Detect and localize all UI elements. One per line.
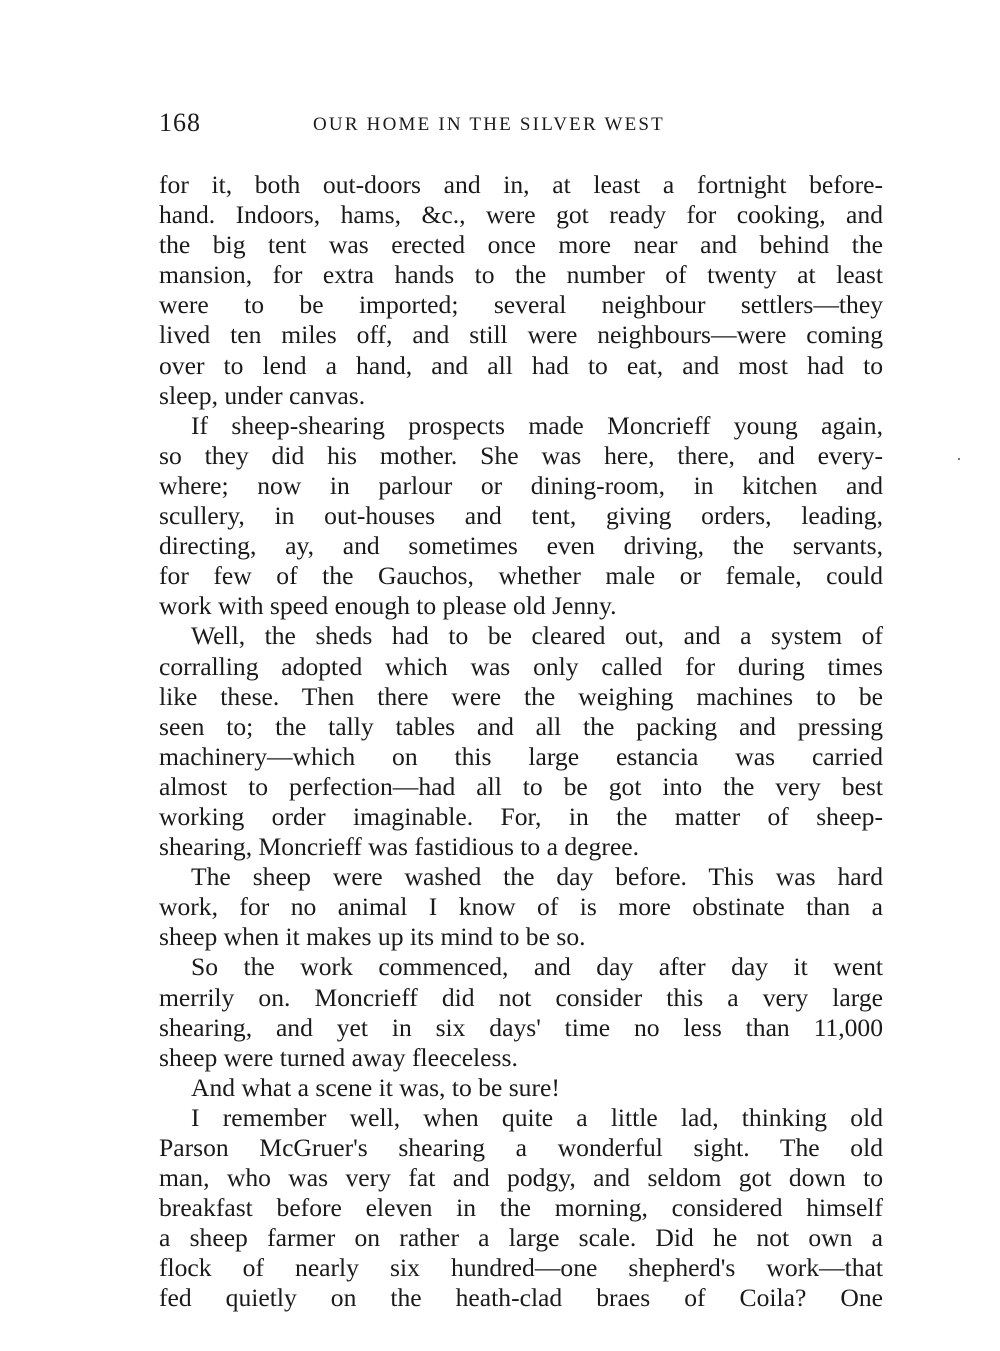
page-number: 168 (159, 108, 201, 137)
text-line: like these. Then there were the weighing machines to be (159, 681, 883, 711)
text-line: were to be imported; several neighbour settlers—they (159, 290, 883, 320)
text-line: fed quietly on the heath-clad braes of Coila? One (159, 1283, 883, 1313)
text-line: And what a scene it was, to be sure! (191, 1072, 560, 1102)
text-line: shearing, Moncrieff was fastidious to a degree. (159, 832, 639, 862)
text-line: sheep when it makes up its mind to be so. (159, 922, 586, 952)
text-line: I remember well, when quite a little lad, thinking old (191, 1102, 883, 1132)
text-line: the big tent was erected once more near and behind the (159, 230, 883, 260)
running-title: OUR HOME IN THE SILVER WEST (313, 114, 665, 135)
text-line: where; now in parlour or dining-room, in kitchen and (159, 470, 883, 500)
text-line: merrily on. Moncrieff did not consider this a very large (159, 982, 883, 1012)
text-line: So the work commenced, and day after day it went (191, 952, 883, 982)
text-line: almost to perfection—had all to be got into the very best (159, 771, 883, 801)
text-line: shearing, and yet in six days' time no less than 11,000 (159, 1012, 883, 1042)
text-line: a sheep farmer on rather a large scale. Did he not own a (159, 1223, 883, 1253)
text-line: sheep were turned away fleeceless. (159, 1042, 518, 1072)
text-line: Parson McGruer's shearing a wonderful sight. The old (159, 1133, 883, 1162)
ink-speck (958, 458, 960, 460)
text-line: hand. Indoors, hams, &c., were got ready for cooking, and (159, 200, 883, 230)
text-line: The sheep were washed the day before. This was hard (191, 862, 883, 892)
text-line: If sheep-shearing prospects made Moncrieff young again, (191, 410, 883, 440)
text-line: breakfast before eleven in the morning, considered himself (159, 1193, 883, 1223)
text-line: corralling adopted which was only called for during times (159, 651, 883, 681)
text-line: man, who was very fat and podgy, and seldom got down to (159, 1163, 883, 1193)
body-text (159, 170, 883, 1314)
text-line: over to lend a hand, and all had to eat, and most had to (159, 350, 883, 380)
text-line: mansion, for extra hands to the number of twenty at least (159, 260, 883, 290)
text-line: directing, ay, and sometimes even driving, the servants, (159, 531, 883, 561)
text-line: for few of the Gauchos, whether male or female, could (159, 561, 883, 591)
text-line: Well, the sheds had to be cleared out, and a system of (191, 621, 883, 651)
text-line: flock of nearly six hundred—one shepherd's work—that (159, 1253, 883, 1283)
page-header (159, 108, 889, 142)
text-line: so they did his mother. She was here, there, and every- (159, 440, 883, 470)
text-line: machinery—which on this large estancia was carried (159, 741, 883, 771)
text-line: working order imaginable. For, in the matter of sheep- (159, 801, 883, 831)
text-line: for it, both out-doors and in, at least a fortnight before- (159, 170, 883, 199)
text-line: seen to; the tally tables and all the packing and pressing (159, 711, 883, 741)
text-line: lived ten miles off, and still were neighbours—were coming (159, 320, 883, 350)
text-line: sleep, under canvas. (159, 380, 366, 410)
text-line: scullery, in out-houses and tent, giving orders, leading, (159, 501, 883, 531)
text-line: work with speed enough to please old Jenny. (159, 591, 617, 621)
text-line: work, for no animal I know of is more obstinate than a (159, 892, 883, 922)
